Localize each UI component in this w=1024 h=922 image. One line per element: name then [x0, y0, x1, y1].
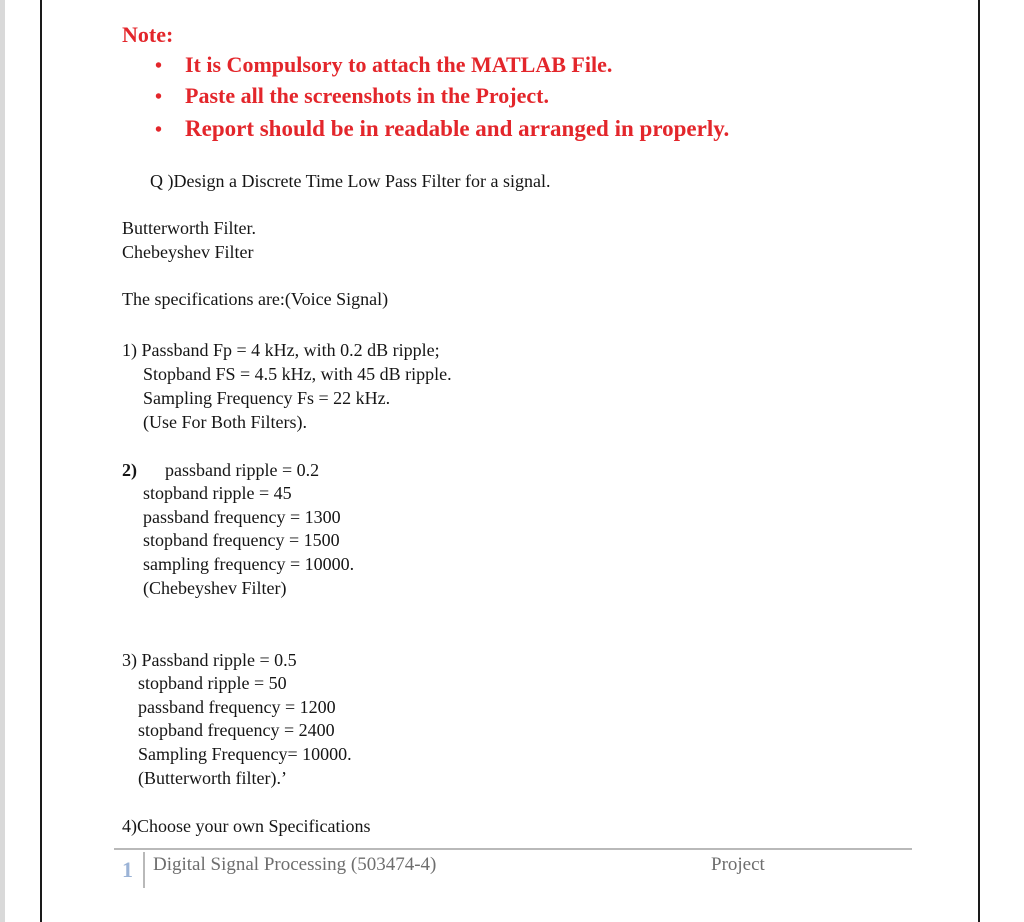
spec2-line-2: stopband ripple = 45 [143, 483, 292, 503]
spec2-number: 2) [122, 460, 137, 480]
spec1-line-4: (Use For Both Filters). [143, 412, 307, 432]
footer-divider [114, 848, 912, 850]
note-item-text: Report should be in readable and arranged in properly. [185, 116, 730, 141]
footer-page-number: 1 [122, 857, 133, 882]
spec2-line-3: passband frequency = 1300 [143, 507, 341, 527]
bullet-icon: • [155, 119, 163, 141]
spec3-line-6: (Butterworth filter).’ [138, 768, 287, 788]
bullet-icon: • [155, 55, 163, 77]
filter-butterworth: Butterworth Filter. [122, 218, 256, 238]
spec1-line-3: Sampling Frequency Fs = 22 kHz. [143, 388, 391, 408]
spec3-line-2: stopband ripple = 50 [138, 673, 287, 693]
spec2-line-1: passband ripple = 0.2 [165, 460, 320, 480]
note-item-3 [155, 116, 729, 142]
note-item-1 [155, 52, 612, 78]
spec2-line-6: (Chebeyshev Filter) [143, 578, 287, 598]
note-item-text: It is Compulsory to attach the MATLAB File. [185, 52, 613, 77]
spec-intro: The specifications are:(Voice Signal) [122, 289, 389, 309]
spec1-line-2: Stopband FS = 4.5 kHz, with 45 dB ripple. [143, 364, 452, 384]
note-item-text: Paste all the screenshots in the Project. [185, 83, 549, 108]
note-item-2 [155, 83, 549, 109]
spec1-line-1: 1) Passband Fp = 4 kHz, with 0.2 dB ripple; [122, 340, 440, 360]
spec2-line-4: stopband frequency = 1500 [143, 530, 340, 550]
spec4-text: 4)Choose your own Specifications [122, 816, 371, 836]
note-title: Note: [122, 22, 174, 47]
question-text: Q )Design a Discrete Time Low Pass Filter for a signal. [150, 171, 551, 191]
spec3-line-5: Sampling Frequency= 10000. [138, 744, 352, 764]
footer-course: Digital Signal Processing (503474-4) [153, 854, 437, 875]
spec3-line-1: 3) Passband ripple = 0.5 [122, 650, 297, 670]
spec3-line-3: passband frequency = 1200 [138, 697, 336, 717]
footer-separator [143, 852, 145, 888]
left-margin-strip [0, 0, 5, 922]
bullet-icon: • [155, 86, 163, 108]
spec2-line-5: sampling frequency = 10000. [143, 554, 355, 574]
spec3-line-4: stopband frequency = 2400 [138, 720, 335, 740]
footer-label: Project [711, 854, 765, 875]
filter-chebyshev: Chebeyshev Filter [122, 242, 254, 262]
